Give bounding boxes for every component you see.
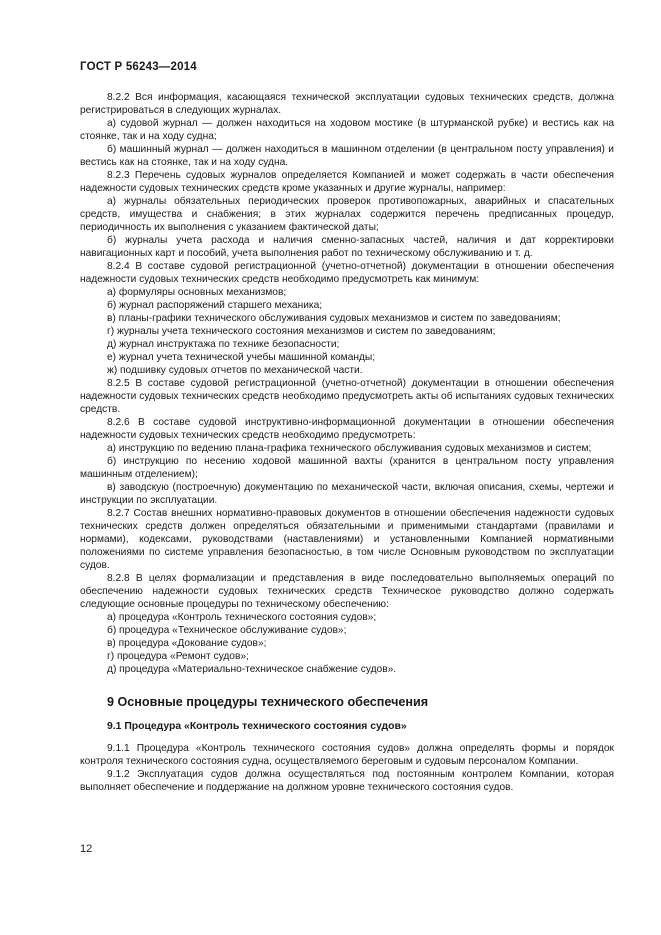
section-8-2-text xyxy=(80,91,614,676)
list-item: в) заводскую (построечную) документацию по механической части, включая описания, схемы, чертежи и инструкции по эксплуатации. xyxy=(80,482,614,506)
paragraph: 8.2.3 Перечень судовых журналов определяется Компанией и может содержать в части обеспечения надежности судовых технических средств кроме указанных и другие журналы, например: xyxy=(80,170,614,194)
list-item: б) машинный журнал — должен находиться в машинном отделении (в центральном посту управления) и вестись как на стоянке, так и на ходу судна. xyxy=(80,144,614,168)
list-item: в) планы-графики технического обслуживания судовых механизмов и систем по заведованиям; xyxy=(107,313,561,324)
paragraph: 8.2.2 Вся информация, касающаяся технической эксплуатации судовых технических средств, должна регистрироваться в следующих журналах. xyxy=(80,92,614,116)
list-item: е) журнал учета технической учебы машинной команды; xyxy=(107,352,376,363)
list-item: а) процедура «Контроль технического состояния судов»; xyxy=(107,612,377,623)
paragraph: 9.1.1 Процедура «Контроль технического состояния судов» должна определять формы и порядок контроля технического состояния судна, осуществляемого береговым и судовым персоналом Компании. xyxy=(80,743,614,767)
list-item: а) журналы обязательных периодических проверок противопожарных, аварийных и спасательных средств, имущества и снабжения; в этих журналах содержится перечень предписанных процедур, периодичность их выполнения с указанием фактической даты; xyxy=(80,196,614,233)
list-item: б) журнал распоряжений старшего механика; xyxy=(107,300,323,311)
section-title: 9 Основные процедуры технического обеспечения xyxy=(107,695,429,709)
list-item: б) журналы учета расхода и наличия сменно-запасных частей, наличия и дат корректировки навигационных карт и пособий, учета выполнения работ по техническому обслуживанию и т. д. xyxy=(80,235,614,259)
list-item: д) журнал инструктажа по технике безопасности; xyxy=(107,339,340,350)
list-item: а) судовой журнал — должен находиться на ходовом мостике (в штурманской рубке) и вестись как на стоянке, так и на ходу судна; xyxy=(80,118,614,142)
paragraph: 8.2.8 В целях формализации и представления в виде последовательно выполняемых операций по обеспечению надежности судовых технических средств Техническое руководство должно содержать следующие основные процедуры по техническому обеспечению: xyxy=(80,573,614,610)
list-item: г) журналы учета технического состояния механизмов и систем по заведованиям; xyxy=(107,326,496,337)
list-item: б) процедура «Техническое обслуживание судов»; xyxy=(107,625,347,636)
paragraph: 8.2.4 В составе судовой регистрационной (учетно-отчетной) документации в отношении обеспечения надежности судовых технических средств необходимо предусмотреть как минимум: xyxy=(80,261,614,285)
document-body xyxy=(80,91,614,794)
paragraph: 8.2.5 В составе судовой регистрационной (учетно-отчетной) документации в отношении обеспечения надежности судовых технических средств необходимо предусмотреть акты об испытаниях судовых технических средств. xyxy=(80,378,614,415)
list-item: д) процедура «Материально-техническое снабжение судов». xyxy=(107,664,397,675)
list-item: г) процедура «Ремонт судов»; xyxy=(107,651,249,662)
list-item: ж) подшивку судовых отчетов по механической части. xyxy=(107,365,363,376)
list-item: б) инструкцию по несению ходовой машинной вахты (хранится в центральном посту управления машинным отделением); xyxy=(80,456,614,480)
document-header: ГОСТ Р 56243—2014 xyxy=(80,61,197,73)
list-item: а) инструкцию по ведению плана-графика технического обслуживания судовых механизмов и систем; xyxy=(107,443,592,454)
section-9-1-text xyxy=(80,742,614,794)
list-item: а) формуляры основных механизмов; xyxy=(107,287,287,298)
paragraph: 9.1.2 Эксплуатация судов должна осуществляться под постоянным контролем Компании, которая выполняет обеспечение и поддержание на должном уровне технического состояния судов. xyxy=(80,769,614,793)
list-item: в) процедура «Докование судов»; xyxy=(107,638,267,649)
page-number: 12 xyxy=(80,843,93,855)
paragraph: 8.2.6 В составе судовой инструктивно-информационной документации в отношении обеспечения надежности судовых технических средств необходимо предусмотреть: xyxy=(80,417,614,441)
paragraph: 8.2.7 Состав внешних нормативно-правовых документов в отношении обеспечения надежности судовых технических средств должен определяться обязательными и применимыми стандартами (правилами и нормами), кодексами, руководствами (наставлениями) и установленными Компанией нормативными положениями по системе управления безопасностью, в том числе Основным руководством по эксплуатации судов. xyxy=(80,508,614,571)
subsection-title: 9.1 Процедура «Контроль технического состояния судов» xyxy=(107,721,407,732)
